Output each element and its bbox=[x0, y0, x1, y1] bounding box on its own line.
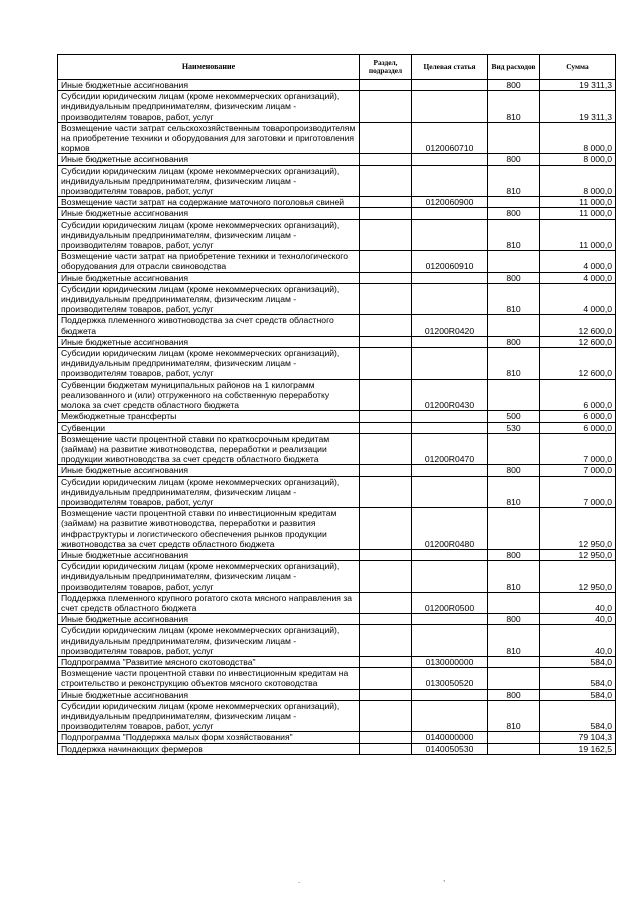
row-target bbox=[412, 549, 488, 560]
row-section bbox=[360, 91, 412, 123]
row-target bbox=[412, 336, 488, 347]
row-name: Субсидии юридическим лицам (кроме некоммерческих организаций), индивидуальным предпринимателям, физическим лицам - производителям товаров, работ, услуг bbox=[58, 348, 360, 380]
row-section bbox=[360, 561, 412, 593]
row-target bbox=[412, 348, 488, 380]
row-name: Возмещение части затрат сельскохозяйственным товаропроизводителям на приобретение техники и оборудования для заготовки и приготовления кормов bbox=[58, 122, 360, 154]
table-header-row bbox=[58, 55, 616, 80]
row-name: Возмещение части процентной ставки по инвестиционным кредитам на строительство и реконструкцию объектов мясного скотоводства bbox=[58, 668, 360, 689]
row-target bbox=[412, 283, 488, 315]
row-name: Субсидии юридическим лицам (кроме некоммерческих организаций), индивидуальным предпринимателям, физическим лицам - производителям товаров, работ, услуг bbox=[58, 165, 360, 197]
row-section bbox=[360, 272, 412, 283]
row-exptype bbox=[488, 592, 540, 613]
row-section bbox=[360, 122, 412, 154]
row-section bbox=[360, 315, 412, 336]
row-section bbox=[360, 656, 412, 667]
row-sum: 12 950,0 bbox=[540, 549, 616, 560]
row-target bbox=[412, 272, 488, 283]
row-section bbox=[360, 465, 412, 476]
row-sum: 12 600,0 bbox=[540, 348, 616, 380]
row-target: 01200R0480 bbox=[412, 508, 488, 550]
row-sum: 8 000,0 bbox=[540, 165, 616, 197]
row-sum: 11 000,0 bbox=[540, 197, 616, 208]
row-name: Поддержка племенного крупного рогатого скота мясного направления за счет средств областного бюджета bbox=[58, 592, 360, 613]
row-name: Субвенции bbox=[58, 422, 360, 433]
row-target bbox=[412, 154, 488, 165]
row-name: Субвенции бюджетам муниципальных районов на 1 килограмм реализованного и (или) отгруженного на собственную переработку молока за счет средств областного бюджета bbox=[58, 379, 360, 411]
row-sum: 19 162,5 bbox=[540, 743, 616, 754]
row-section bbox=[360, 154, 412, 165]
row-section bbox=[360, 592, 412, 613]
row-name: Иные бюджетные ассигнования bbox=[58, 154, 360, 165]
table-row bbox=[58, 336, 616, 347]
row-section bbox=[360, 743, 412, 754]
row-section bbox=[360, 732, 412, 743]
row-exptype bbox=[488, 433, 540, 465]
row-exptype: 800 bbox=[488, 272, 540, 283]
header-sum: Сумма bbox=[540, 55, 616, 80]
row-section bbox=[360, 219, 412, 251]
row-sum: 11 000,0 bbox=[540, 208, 616, 219]
table-row bbox=[58, 422, 616, 433]
row-exptype: 810 bbox=[488, 625, 540, 657]
row-name: Субсидии юридическим лицам (кроме некоммерческих организаций), индивидуальным предпринимателям, физическим лицам - производителям товаров, работ, услуг bbox=[58, 700, 360, 732]
row-name: Возмещение части процентной ставки по краткосрочным кредитам (займам) на развитие животноводства, переработки и реализации продукции животноводства за счет средств областного бюджета bbox=[58, 433, 360, 465]
row-sum: 584,0 bbox=[540, 689, 616, 700]
table-row bbox=[58, 208, 616, 219]
table-row bbox=[58, 165, 616, 197]
row-section bbox=[360, 336, 412, 347]
row-target bbox=[412, 465, 488, 476]
row-exptype: 810 bbox=[488, 219, 540, 251]
row-target bbox=[412, 208, 488, 219]
row-exptype: 530 bbox=[488, 422, 540, 433]
row-exptype bbox=[488, 743, 540, 754]
row-exptype: 800 bbox=[488, 465, 540, 476]
table-row bbox=[58, 411, 616, 422]
row-target bbox=[412, 80, 488, 91]
budget-table bbox=[57, 54, 616, 755]
row-exptype: 800 bbox=[488, 549, 540, 560]
row-section bbox=[360, 689, 412, 700]
row-exptype: 800 bbox=[488, 154, 540, 165]
row-target bbox=[412, 689, 488, 700]
row-section bbox=[360, 283, 412, 315]
row-sum: 19 311,3 bbox=[540, 80, 616, 91]
table-row bbox=[58, 465, 616, 476]
table-row bbox=[58, 219, 616, 251]
row-target bbox=[412, 561, 488, 593]
row-exptype bbox=[488, 122, 540, 154]
scan-speck-right: , bbox=[443, 874, 446, 883]
row-section bbox=[360, 614, 412, 625]
row-target bbox=[412, 476, 488, 508]
row-target: 0130000000 bbox=[412, 656, 488, 667]
row-sum: 6 000,0 bbox=[540, 422, 616, 433]
row-sum: 11 000,0 bbox=[540, 219, 616, 251]
table-row bbox=[58, 315, 616, 336]
row-sum: 12 600,0 bbox=[540, 315, 616, 336]
table-row bbox=[58, 379, 616, 411]
row-sum: 7 000,0 bbox=[540, 476, 616, 508]
row-target bbox=[412, 411, 488, 422]
table-row bbox=[58, 625, 616, 657]
row-exptype: 800 bbox=[488, 614, 540, 625]
row-target bbox=[412, 625, 488, 657]
row-exptype bbox=[488, 379, 540, 411]
table-row bbox=[58, 433, 616, 465]
table-row bbox=[58, 549, 616, 560]
row-name: Иные бюджетные ассигнования bbox=[58, 465, 360, 476]
row-target bbox=[412, 219, 488, 251]
row-exptype: 800 bbox=[488, 336, 540, 347]
row-target: 0140000000 bbox=[412, 732, 488, 743]
row-target bbox=[412, 700, 488, 732]
row-sum: 12 600,0 bbox=[540, 336, 616, 347]
row-section bbox=[360, 411, 412, 422]
row-name: Иные бюджетные ассигнования bbox=[58, 549, 360, 560]
row-section bbox=[360, 476, 412, 508]
row-name: Межбюджетные трансферты bbox=[58, 411, 360, 422]
scan-speck-left: . bbox=[298, 876, 301, 885]
row-section bbox=[360, 165, 412, 197]
row-section bbox=[360, 422, 412, 433]
row-name: Поддержка начинающих фермеров bbox=[58, 743, 360, 754]
row-exptype: 800 bbox=[488, 208, 540, 219]
table-row bbox=[58, 614, 616, 625]
row-name: Субсидии юридическим лицам (кроме некоммерческих организаций), индивидуальным предпринимателям, физическим лицам - производителям товаров, работ, услуг bbox=[58, 283, 360, 315]
row-section bbox=[360, 433, 412, 465]
table-row bbox=[58, 743, 616, 754]
row-sum: 40,0 bbox=[540, 592, 616, 613]
header-name: Наименование bbox=[58, 55, 360, 80]
row-exptype bbox=[488, 668, 540, 689]
row-target bbox=[412, 422, 488, 433]
row-sum: 79 104,3 bbox=[540, 732, 616, 743]
row-name: Иные бюджетные ассигнования bbox=[58, 80, 360, 91]
row-exptype: 500 bbox=[488, 411, 540, 422]
table-body bbox=[58, 80, 616, 755]
row-section bbox=[360, 348, 412, 380]
table-row bbox=[58, 732, 616, 743]
row-name: Возмещение части затрат на содержание маточного поголовья свиней bbox=[58, 197, 360, 208]
row-section bbox=[360, 251, 412, 272]
row-section bbox=[360, 379, 412, 411]
row-exptype: 810 bbox=[488, 165, 540, 197]
row-exptype: 810 bbox=[488, 561, 540, 593]
row-target: 0140050530 bbox=[412, 743, 488, 754]
row-sum: 7 000,0 bbox=[540, 465, 616, 476]
table-row bbox=[58, 656, 616, 667]
row-name: Подпрограмма "Развитие мясного скотоводства" bbox=[58, 656, 360, 667]
row-exptype bbox=[488, 656, 540, 667]
row-exptype bbox=[488, 197, 540, 208]
row-exptype bbox=[488, 315, 540, 336]
row-sum: 8 000,0 bbox=[540, 122, 616, 154]
row-target: 0120060900 bbox=[412, 197, 488, 208]
row-target: 01200R0470 bbox=[412, 433, 488, 465]
row-name: Возмещение части процентной ставки по инвестиционным кредитам (займам) на развитие животноводства, переработки и развития инфраструктуры и логистического обеспечения рынков продукции животноводства за счет средств областного бюджета bbox=[58, 508, 360, 550]
row-section bbox=[360, 208, 412, 219]
table-row bbox=[58, 348, 616, 380]
row-sum: 4 000,0 bbox=[540, 283, 616, 315]
row-name: Иные бюджетные ассигнования bbox=[58, 208, 360, 219]
row-sum: 584,0 bbox=[540, 656, 616, 667]
row-sum: 6 000,0 bbox=[540, 411, 616, 422]
table-row bbox=[58, 700, 616, 732]
row-section bbox=[360, 700, 412, 732]
row-target bbox=[412, 165, 488, 197]
row-section bbox=[360, 668, 412, 689]
row-exptype: 800 bbox=[488, 689, 540, 700]
row-name: Субсидии юридическим лицам (кроме некоммерческих организаций), индивидуальным предпринимателям, физическим лицам - производителям товаров, работ, услуг bbox=[58, 476, 360, 508]
row-sum: 584,0 bbox=[540, 668, 616, 689]
row-exptype: 810 bbox=[488, 700, 540, 732]
row-sum: 7 000,0 bbox=[540, 433, 616, 465]
table-row bbox=[58, 154, 616, 165]
row-target bbox=[412, 614, 488, 625]
row-section bbox=[360, 197, 412, 208]
table-row bbox=[58, 561, 616, 593]
row-sum: 4 000,0 bbox=[540, 251, 616, 272]
table-row bbox=[58, 476, 616, 508]
row-name: Субсидии юридическим лицам (кроме некоммерческих организаций), индивидуальным предпринимателям, физическим лицам - производителям товаров, работ, услуг bbox=[58, 91, 360, 123]
row-target: 01200R0420 bbox=[412, 315, 488, 336]
row-name: Субсидии юридическим лицам (кроме некоммерческих организаций), индивидуальным предпринимателям, физическим лицам - производителям товаров, работ, услуг bbox=[58, 561, 360, 593]
row-exptype bbox=[488, 732, 540, 743]
row-sum: 6 000,0 bbox=[540, 379, 616, 411]
table-row bbox=[58, 197, 616, 208]
header-exptype: Вид расходов bbox=[488, 55, 540, 80]
row-exptype: 810 bbox=[488, 476, 540, 508]
header-section: Раздел, подраздел bbox=[360, 55, 412, 80]
table-row bbox=[58, 689, 616, 700]
row-exptype: 810 bbox=[488, 348, 540, 380]
row-target: 0120060710 bbox=[412, 122, 488, 154]
table-row bbox=[58, 508, 616, 550]
row-exptype: 810 bbox=[488, 283, 540, 315]
row-sum: 40,0 bbox=[540, 625, 616, 657]
budget-document bbox=[57, 54, 615, 755]
row-target: 01200R0430 bbox=[412, 379, 488, 411]
row-exptype: 810 bbox=[488, 91, 540, 123]
row-name: Возмещение части затрат на приобретение техники и технологического оборудования для отрасли свиноводства bbox=[58, 251, 360, 272]
row-target: 0130050520 bbox=[412, 668, 488, 689]
header-target: Целевая статья bbox=[412, 55, 488, 80]
row-sum: 12 950,0 bbox=[540, 508, 616, 550]
row-sum: 19 311,3 bbox=[540, 91, 616, 123]
row-target bbox=[412, 91, 488, 123]
row-target: 01200R0500 bbox=[412, 592, 488, 613]
row-sum: 8 000,0 bbox=[540, 154, 616, 165]
table-row bbox=[58, 122, 616, 154]
row-name: Иные бюджетные ассигнования bbox=[58, 336, 360, 347]
row-name: Иные бюджетные ассигнования bbox=[58, 272, 360, 283]
row-name: Иные бюджетные ассигнования bbox=[58, 689, 360, 700]
table-row bbox=[58, 251, 616, 272]
table-row bbox=[58, 80, 616, 91]
row-exptype: 800 bbox=[488, 80, 540, 91]
row-section bbox=[360, 80, 412, 91]
table-row bbox=[58, 668, 616, 689]
table-row bbox=[58, 272, 616, 283]
table-row bbox=[58, 91, 616, 123]
row-section bbox=[360, 508, 412, 550]
row-section bbox=[360, 625, 412, 657]
row-sum: 40,0 bbox=[540, 614, 616, 625]
row-exptype bbox=[488, 251, 540, 272]
row-section bbox=[360, 549, 412, 560]
table-row bbox=[58, 592, 616, 613]
row-sum: 12 950,0 bbox=[540, 561, 616, 593]
row-name: Субсидии юридическим лицам (кроме некоммерческих организаций), индивидуальным предпринимателям, физическим лицам - производителям товаров, работ, услуг bbox=[58, 625, 360, 657]
row-target: 0120060910 bbox=[412, 251, 488, 272]
row-name: Подпрограмма "Поддержка малых форм хозяйствования" bbox=[58, 732, 360, 743]
row-exptype bbox=[488, 508, 540, 550]
row-name: Поддержка племенного животноводства за счет средств областного бюджета bbox=[58, 315, 360, 336]
table-row bbox=[58, 283, 616, 315]
row-sum: 4 000,0 bbox=[540, 272, 616, 283]
row-name: Иные бюджетные ассигнования bbox=[58, 614, 360, 625]
row-name: Субсидии юридическим лицам (кроме некоммерческих организаций), индивидуальным предпринимателям, физическим лицам - производителям товаров, работ, услуг bbox=[58, 219, 360, 251]
row-sum: 584,0 bbox=[540, 700, 616, 732]
